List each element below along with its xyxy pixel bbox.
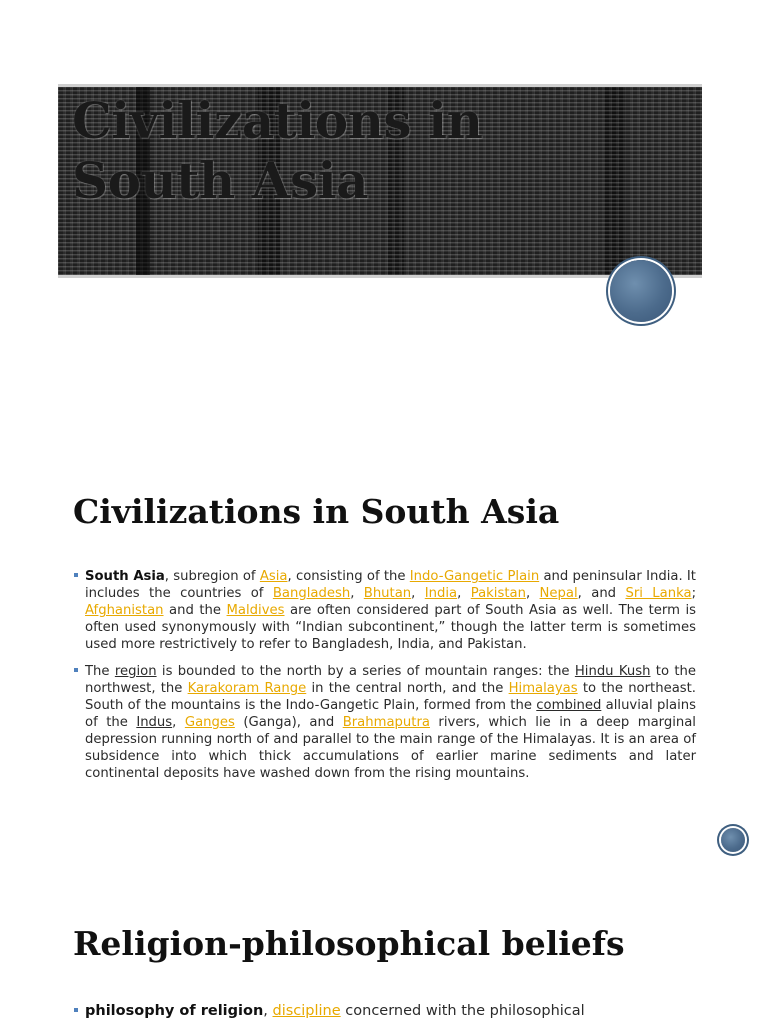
square-bullet-icon xyxy=(74,573,78,577)
section-heading: Religion-philosophical beliefs xyxy=(73,924,625,963)
bullet-item xyxy=(74,663,696,782)
link-india[interactable]: India xyxy=(424,586,458,601)
bullet-list xyxy=(74,568,696,792)
square-bullet-icon xyxy=(74,1008,78,1012)
link-hindu-kush[interactable]: Hindu Kush xyxy=(574,664,651,679)
link-ganges[interactable]: Ganges xyxy=(184,715,235,730)
link-indus[interactable]: Indus xyxy=(136,715,173,730)
circle-ornament-icon xyxy=(721,828,745,852)
circle-ornament-icon xyxy=(610,260,672,322)
content-slide-religion xyxy=(0,880,768,1024)
text: are often considered part of South Asia as well. The term is often used synonymously with “Indian subcontinent,” though the latter term is sometimes used more restrictively to refer to Bangladesh, India, and Pakistan. xyxy=(85,603,696,652)
link-discipline[interactable]: discipline xyxy=(272,1003,341,1019)
text: (Ganga), and xyxy=(234,715,343,730)
link-nepal[interactable]: Nepal xyxy=(539,586,578,601)
title-line-2: South Asia xyxy=(72,151,369,210)
text: , subregion of xyxy=(164,569,260,584)
text: , xyxy=(457,586,471,601)
text: and peninsular India. It includes the countries of xyxy=(85,569,696,601)
link-sri-lanka[interactable]: Sri Lanka xyxy=(625,586,692,601)
slide-title xyxy=(72,91,482,211)
text: The xyxy=(85,664,115,679)
text: , xyxy=(172,715,185,730)
bold-term: South Asia xyxy=(85,569,165,584)
link-afghanistan[interactable]: Afghanistan xyxy=(85,603,164,618)
link-combined[interactable]: combined xyxy=(536,698,602,713)
link-asia[interactable]: Asia xyxy=(259,569,288,584)
text: , xyxy=(525,586,540,601)
text: concerned with the philosophical xyxy=(340,1003,585,1019)
link-karakoram-range[interactable]: Karakoram Range xyxy=(187,681,307,696)
text: , consisting of the xyxy=(287,569,410,584)
text: , xyxy=(263,1003,273,1019)
square-bullet-icon xyxy=(74,668,78,672)
link-indo-gangetic-plain[interactable]: Indo-Gangetic Plain xyxy=(409,569,540,584)
text: alluvial plains of the xyxy=(85,698,697,730)
text: in the central north, and the xyxy=(306,681,509,696)
link-pakistan[interactable]: Pakistan xyxy=(470,586,526,601)
link-brahmaputra[interactable]: Brahmaputra xyxy=(342,715,430,730)
bullet-list xyxy=(74,1003,696,1030)
title-banner xyxy=(58,84,702,278)
section-heading: Civilizations in South Asia xyxy=(73,492,560,531)
text: ; xyxy=(691,586,697,601)
link-bhutan[interactable]: Bhutan xyxy=(363,586,412,601)
title-line-1: Civilizations in xyxy=(72,91,483,150)
text: , xyxy=(411,586,425,601)
bold-term: philosophy of religion xyxy=(85,1003,264,1019)
link-region[interactable]: region xyxy=(114,664,157,679)
bullet-item xyxy=(74,1003,696,1020)
link-himalayas[interactable]: Himalayas xyxy=(508,681,578,696)
link-bangladesh[interactable]: Bangladesh xyxy=(272,586,351,601)
text: to the northeast. South of the mountains is the Indo-Gangetic Plain, formed from the xyxy=(85,681,697,713)
text: to the northwest, the xyxy=(85,664,696,696)
link-maldives[interactable]: Maldives xyxy=(226,603,285,618)
content-slide-south-asia xyxy=(0,440,768,880)
bullet-item xyxy=(74,568,696,653)
text: rivers, which lie in a deep marginal depression running north of and parallel to the main range of the Himalayas. It is an area of subsidence into which thick accumulations of earlier marine sediments and later continental deposits have washed down from the rising mountains. xyxy=(85,715,696,781)
text: and the xyxy=(163,603,227,618)
title-slide xyxy=(0,0,768,440)
text: , and xyxy=(577,586,626,601)
text: , xyxy=(350,586,364,601)
text: is bounded to the north by a series of mountain ranges: the xyxy=(156,664,575,679)
